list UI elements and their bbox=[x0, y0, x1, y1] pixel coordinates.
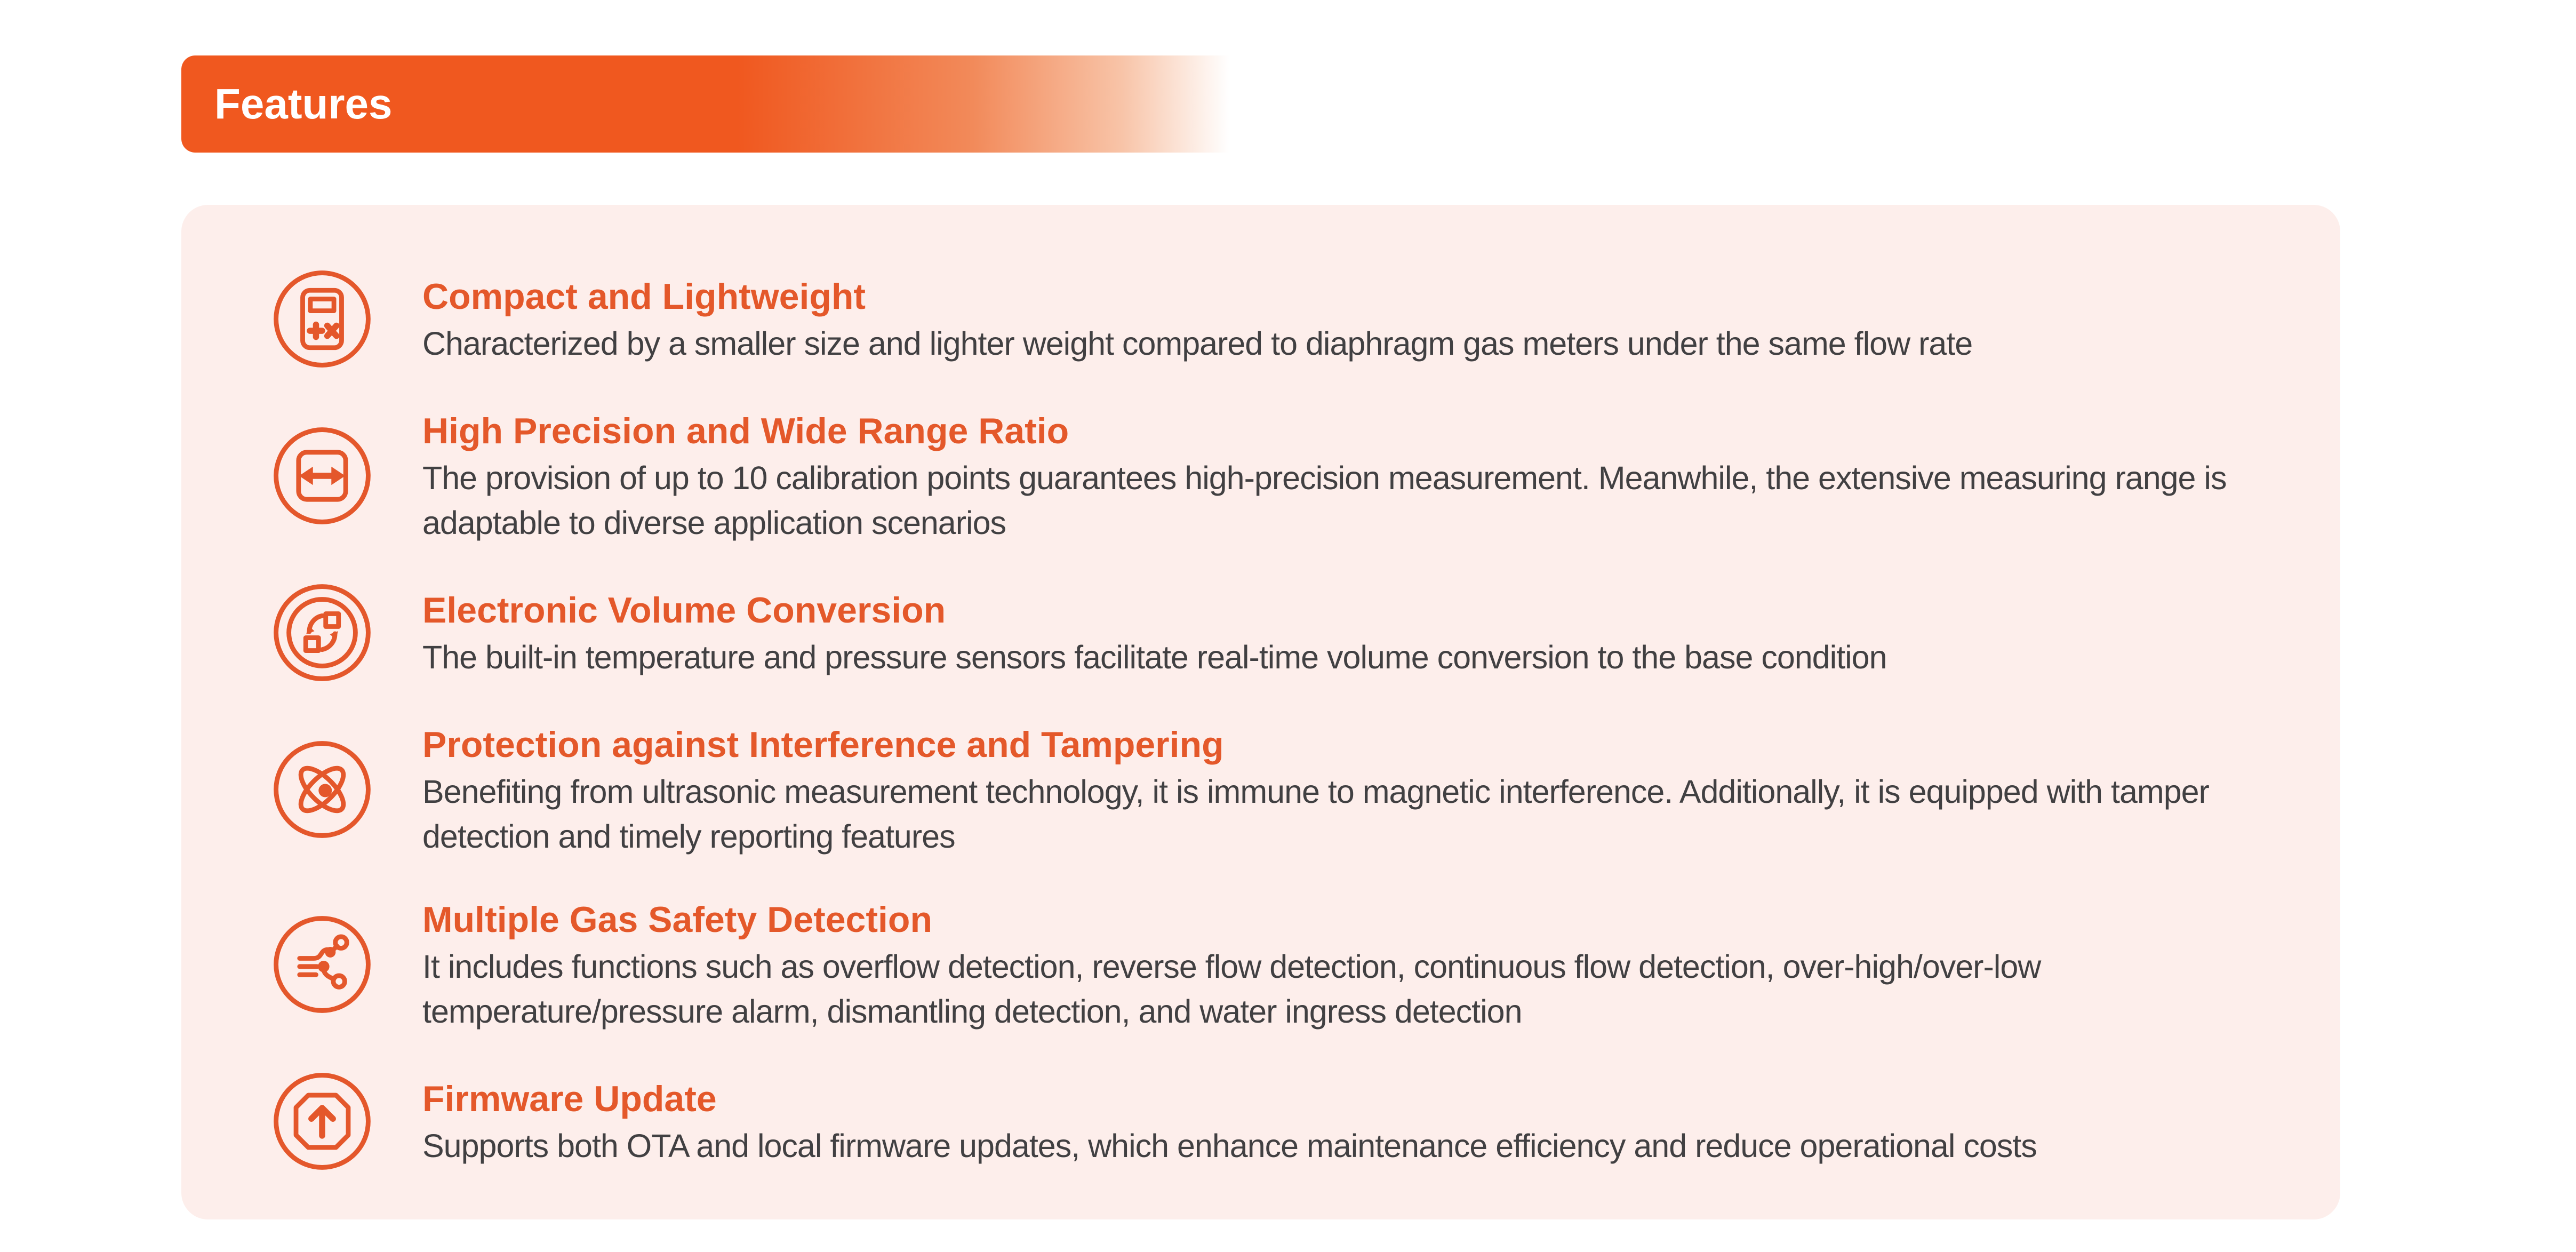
feature-item-volume-conversion bbox=[271, 581, 2276, 684]
feature-title: Firmware Update bbox=[422, 1079, 717, 1119]
feature-texts bbox=[422, 1074, 2037, 1168]
features-panel bbox=[181, 205, 2340, 1219]
feature-description: It includes functions such as overflow detection, reverse flow detection, continuous flow detection, over-high/over-low temperature/pressure alarm, dismantling detection, and water ingress detection bbox=[422, 948, 2041, 1030]
feature-item-precision bbox=[271, 406, 2276, 545]
feature-texts bbox=[422, 272, 1972, 366]
feature-description: Supports both OTA and local firmware updates, which enhance maintenance efficiency and reduce operational costs bbox=[422, 1128, 2037, 1164]
features-header-banner bbox=[181, 55, 1251, 153]
calculator-icon bbox=[271, 268, 373, 370]
feature-item-firmware-update bbox=[271, 1070, 2276, 1173]
feature-title: Electronic Volume Conversion bbox=[422, 590, 946, 631]
page-title: Features bbox=[214, 80, 393, 127]
feature-title: High Precision and Wide Range Ratio bbox=[422, 411, 1069, 451]
feature-description: Benefiting from ultrasonic measurement technology, it is immune to magnetic interference. Additionally, it is equipped with tamper detection and timely reporting features bbox=[422, 773, 2209, 855]
feature-description: Characterized by a smaller size and lighter weight compared to diaphragm gas meters under the same flow rate bbox=[422, 325, 1973, 362]
feature-title: Multiple Gas Safety Detection bbox=[422, 899, 932, 940]
firmware-upload-icon bbox=[271, 1070, 373, 1173]
feature-description: The built-in temperature and pressure sensors facilitate real-time volume conversion to the base condition bbox=[422, 639, 1887, 675]
atom-icon bbox=[271, 738, 373, 841]
feature-item-protection bbox=[271, 720, 2276, 859]
feature-texts bbox=[422, 586, 1887, 680]
feature-description: The provision of up to 10 calibration points guarantees high-precision measurement. Meanwhile, the extensive measuring range is adaptable to diverse application scenarios bbox=[422, 460, 2227, 541]
feature-item-compact bbox=[271, 268, 2276, 370]
feature-texts bbox=[422, 720, 2276, 859]
feature-title: Protection against Interference and Tampering bbox=[422, 724, 1224, 765]
feature-texts bbox=[422, 895, 2276, 1034]
circuit-traces-icon bbox=[271, 913, 373, 1016]
feature-title: Compact and Lightweight bbox=[422, 276, 866, 317]
feature-texts bbox=[422, 406, 2276, 545]
volume-conversion-icon bbox=[271, 581, 373, 684]
feature-item-safety-detection bbox=[271, 895, 2276, 1034]
horizontal-range-arrow-icon bbox=[271, 425, 373, 527]
